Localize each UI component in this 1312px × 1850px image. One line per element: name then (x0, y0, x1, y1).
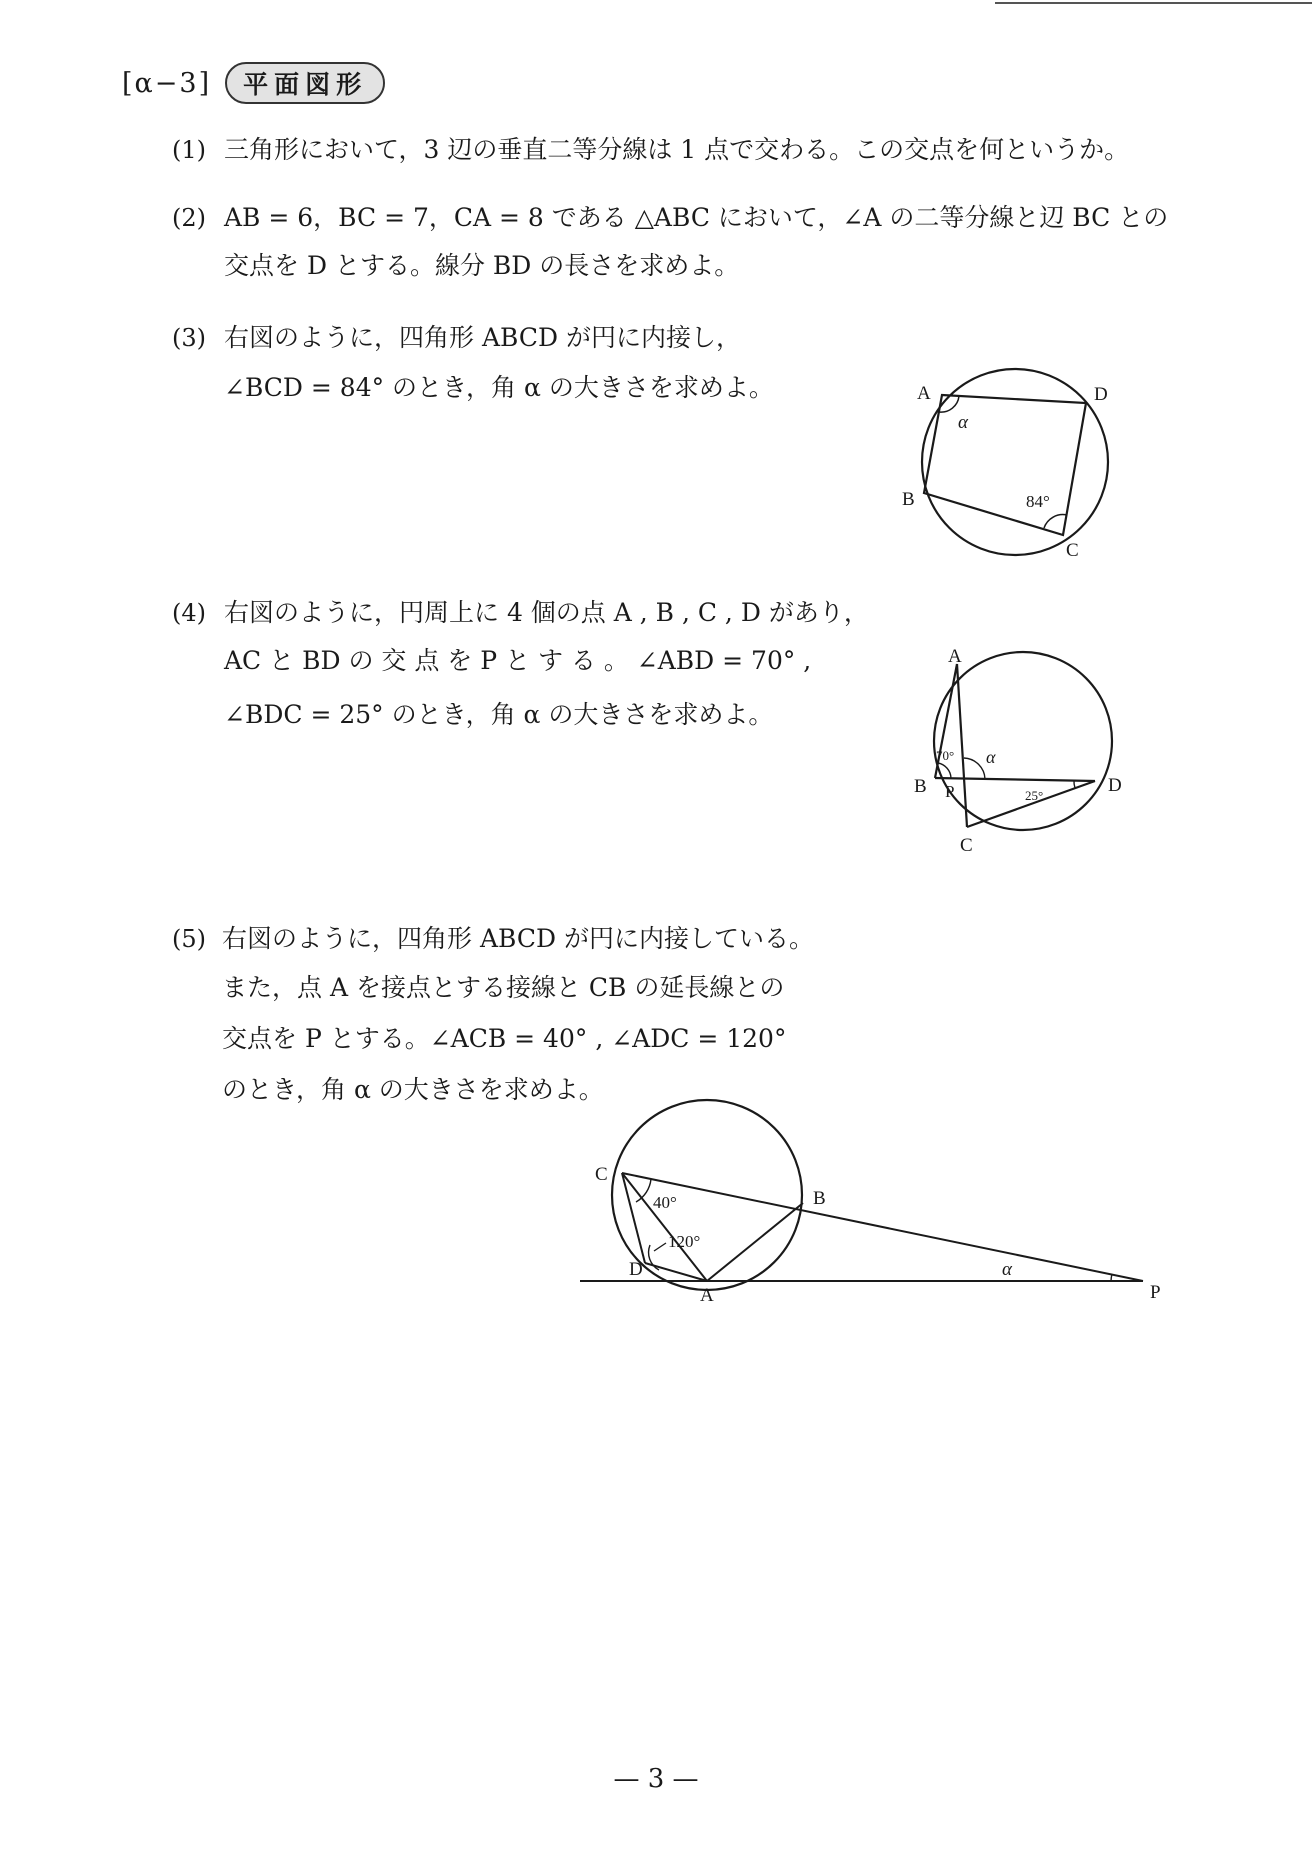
question-3-text-line-1: 右図のように，四角形 ABCD が円に内接し， (224, 323, 741, 352)
fig5-label-P: P (1150, 1282, 1161, 1303)
fig5-alpha-arc (1111, 1274, 1112, 1281)
fig3-label-D: D (1094, 384, 1108, 405)
fig5-label-A: A (700, 1285, 714, 1306)
fig4-25-label: 25° (1025, 788, 1044, 803)
fig5-40-arc (636, 1179, 651, 1202)
question-4-number: (4) (172, 599, 206, 627)
fig5-120-label: 120° (668, 1232, 701, 1251)
question-2-text-line-2: 交点を D とする。線分 BD の長さを求めよ。 (224, 251, 740, 280)
question-2-number: (2) (172, 204, 206, 232)
fig4-label-A: A (948, 646, 962, 667)
question-5-number: (5) (172, 925, 206, 953)
fig4-label-P: P (945, 782, 955, 801)
fig5-40-label: 40° (653, 1193, 677, 1212)
fig3-label-B: B (902, 489, 915, 510)
question-5-text-line-3: 交点を P とする。∠ACB = 40° , ∠ADC = 120° (222, 1024, 787, 1053)
page-number: — 3 — (613, 1764, 699, 1794)
section-label: [α−3] (122, 67, 212, 99)
question-5-text-line-4: のとき，角 α の大きさを求めよ。 (222, 1075, 604, 1104)
figure-3-inscribed-quadrilateral (880, 355, 1120, 575)
fig5-label-C: C (595, 1164, 608, 1185)
topic-badge: 平面図形 (225, 62, 385, 104)
fig3-alpha-label: α (958, 412, 968, 433)
question-1-number: (1) (172, 136, 206, 164)
figure-4-intersecting-chords (895, 640, 1135, 865)
figure-5-tangent-secant (575, 1095, 1175, 1315)
fig3-label-A: A (917, 383, 931, 404)
fig4-label-B: B (914, 776, 927, 797)
question-5-text-line-1: 右図のように，四角形 ABCD が円に内接している。 (222, 924, 814, 953)
question-4-text-line-2: AC と BD の 交 点 を P と す る 。 ∠ABD = 70° , (224, 646, 812, 675)
fig4-label-D: D (1108, 775, 1122, 796)
top-border-line (995, 2, 1312, 4)
question-4-text-line-3: ∠BDC = 25° のとき，角 α の大きさを求めよ。 (224, 700, 774, 729)
fig5-label-D: D (629, 1259, 643, 1280)
fig4-alpha-label: α (986, 747, 996, 767)
question-3-number: (3) (172, 324, 206, 352)
question-5-text-line-2: また，点 A を接点とする接線と CB の延長線との (222, 973, 785, 1002)
fig5-120-leader (654, 1243, 666, 1251)
fig4-alpha-arc (964, 758, 985, 779)
question-2-text-line-1: AB = 6，BC = 7，CA = 8 である △ABC において，∠A の二等分線と辺 BC との (224, 203, 1169, 232)
fig3-circle (922, 369, 1108, 555)
question-1-text: 三角形において，3 辺の垂直二等分線は 1 点で交わる。この交点を何というか。 (224, 135, 1130, 164)
fig5-alpha-label: α (1002, 1259, 1012, 1280)
question-3-text-line-2: ∠BCD = 84° のとき，角 α の大きさを求めよ。 (224, 373, 774, 402)
section-header (122, 62, 385, 104)
fig3-84-label: 84° (1026, 492, 1050, 511)
fig4-chord-BD (935, 778, 1095, 781)
fig5-label-B: B (813, 1188, 826, 1209)
fig4-label-C: C (960, 835, 973, 856)
question-4-text-line-1: 右図のように，円周上に 4 個の点 A , B , C , D があり， (224, 598, 869, 627)
fig4-70-label: 70° (936, 748, 955, 763)
fig3-label-C: C (1066, 540, 1079, 561)
fig5-line-CBP (622, 1173, 1143, 1281)
